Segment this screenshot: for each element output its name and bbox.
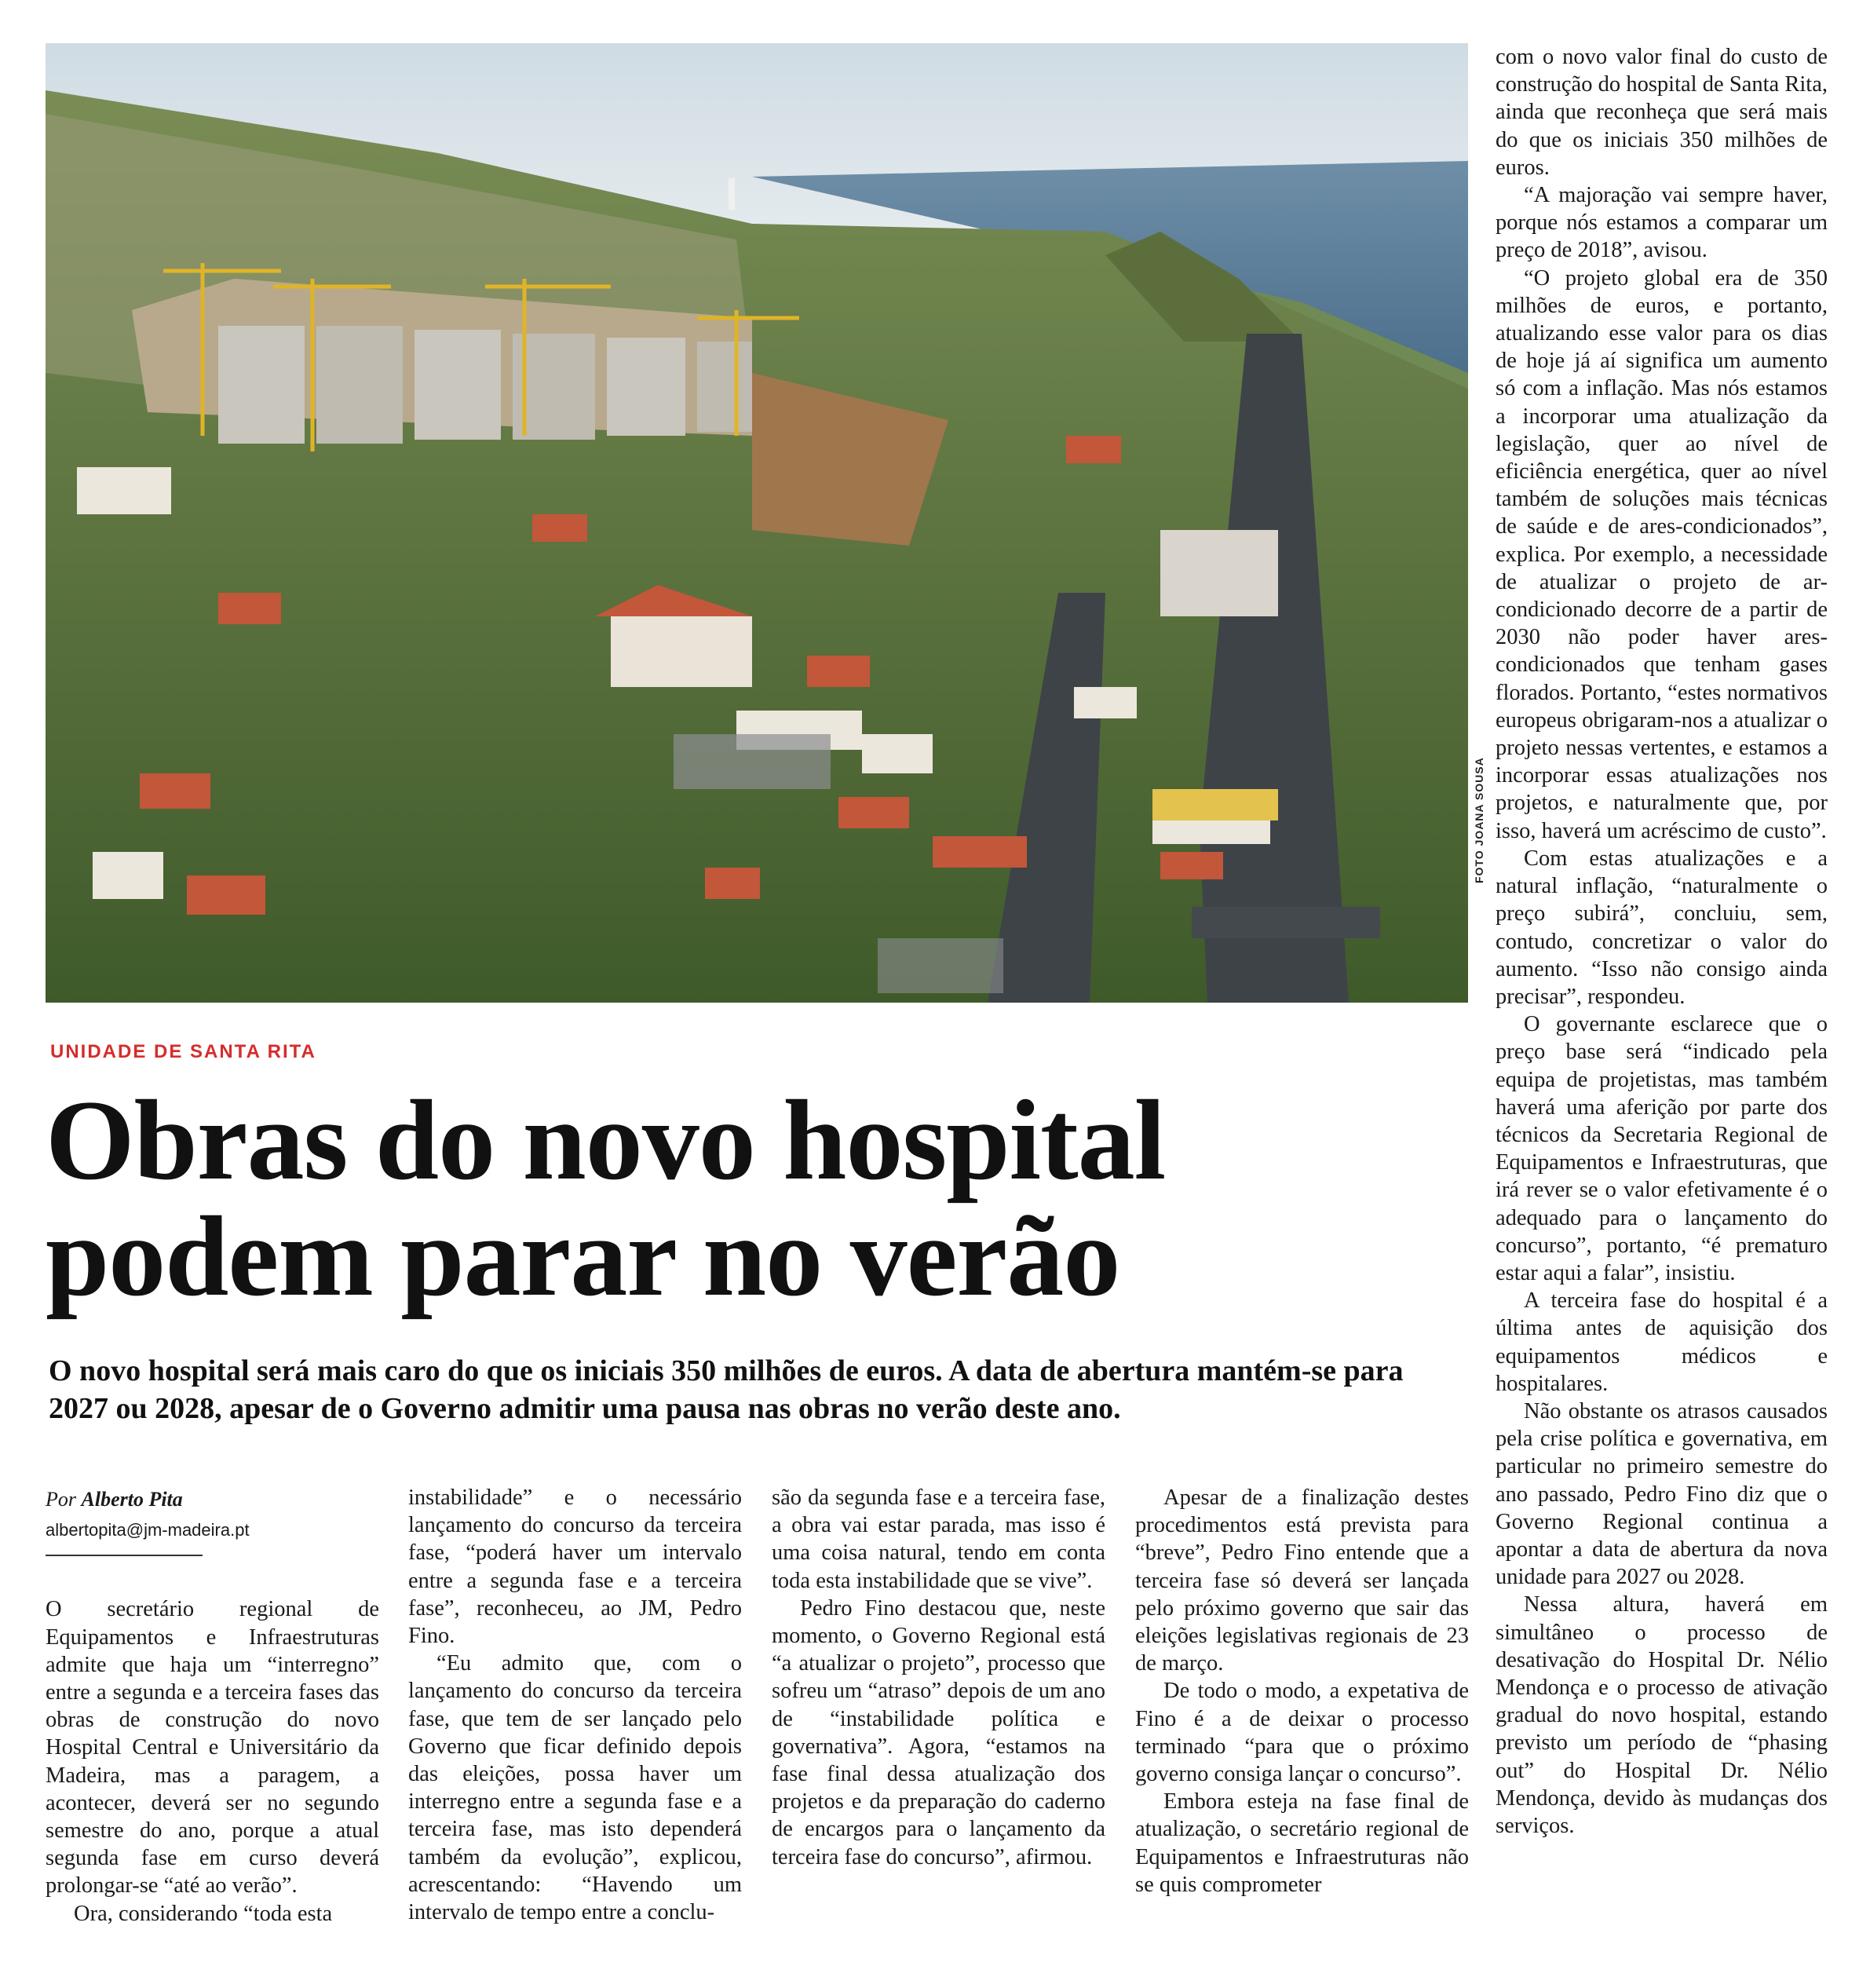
paragraph: Embora esteja na fase final de atualização, o secretário regional de Equipamentos e Infraestruturas não se quis comprometer bbox=[1135, 1789, 1469, 1897]
paragraph: A terceira fase do hospital é a última antes de aquisição dos equipamentos médicos e hospitalares. bbox=[1496, 1288, 1828, 1396]
aerial-photo-illustration bbox=[46, 43, 1468, 1003]
article-column-3 bbox=[772, 1484, 1105, 1871]
section-kicker: UNIDADE DE SANTA RITA bbox=[50, 1041, 316, 1062]
byline-prefix: Por bbox=[46, 1488, 76, 1511]
article-column-4 bbox=[1135, 1484, 1469, 1898]
paragraph: são da segunda fase e a terceira fase, a obra vai estar parada, mas isso é uma coisa natural, tendo em conta toda esta instabilidade que se vive”. bbox=[772, 1486, 1105, 1593]
article-column-1 bbox=[46, 1486, 379, 1928]
paragraph: “O projeto global era de 350 milhões de euros, e portanto, atualizando esse valor para os dias de hoje já aí significa um aumento só com a inflação. Mas nós estamos a incorporar uma atualização da legislação, quer ao nível de eficiência energética, quer ao nível também de soluções mais técnicas de saúde e de ares-condicionados”, explica. Por exemplo, a necessidade de atualizar o projeto de ar-condicionado decorre de a partir de 2030 não poder haver ares-condicionados que tenham gases florados. Portanto, “estes normativos europeus obrigaram-nos a atualizar o projeto nessas vertentes, e estamos a incorporar essas atualizações nos projetos, e naturalmente que, por isso, haverá um acréscimo de custo”. bbox=[1496, 265, 1828, 843]
paragraph: com o novo valor final do custo de construção do hospital de Santa Rita, ainda que reconheça que será mais do que os iniciais 350 milhões de euros. bbox=[1496, 45, 1828, 180]
paragraph: “Eu admito que, com o lançamento do concurso da terceira fase, que tem de ser lançado pelo Governo que ficar definido depois das eleições, possa haver um interregno entre a segunda fase e a terceira fase, mas isto dependerá também da evolução”, explicou, acrescentando: “Havendo um intervalo de tempo entre a conclu- bbox=[408, 1651, 742, 1925]
paragraph: O secretário regional de Equipamentos e Infraestruturas admite que haja um “interregno” entre a segunda e a terceira fases das obras de construção do novo Hospital Central e Universitário da Madeira, mas a paragem, a acontecer, deverá ser no segundo semestre do ano, porque a atual segunda fase em curso deverá prolongar-se “até ao verão”. bbox=[46, 1597, 379, 1898]
paragraph: O governante esclarece que o preço base será “indicado pela equipa de projetistas, mas também haverá uma aferição por parte dos técnicos da Secretaria Regional de Equipamentos e Infraestruturas, que irá rever se o valor efetivamente é o adequado para o lançamento do concurso”, portanto, “é prematuro estar aqui a falar”, insistiu. bbox=[1496, 1012, 1828, 1285]
lead-paragraph: O novo hospital será mais caro do que os iniciais 350 milhões de euros. A data de abertura mantém-se para 2027 ou 2028, apesar de o Governo admitir uma pausa nas obras no verão deste ano. bbox=[49, 1354, 1404, 1425]
article-column-5 bbox=[1496, 43, 1828, 1840]
aerial-photo bbox=[46, 43, 1468, 1003]
byline bbox=[46, 1486, 379, 1513]
paragraph: Nessa altura, haverá em simultâneo o processo de desativação do Hospital Dr. Nélio Mendonça e o processo de ativação gradual do novo hospital, estando previsto um período de “phasing out” do Hospital Dr. Nélio Mendonça, devido às mudanças dos serviços. bbox=[1496, 1592, 1828, 1838]
headline bbox=[46, 1076, 1459, 1320]
paragraph: Com estas atualizações e a natural inflação, “naturalmente o preço subirá”, concluiu, sem, contudo, concretizar o valor do aumento. “Isso não consigo ainda precisar”, respondeu. bbox=[1496, 846, 1828, 1009]
paragraph: “A majoração vai sempre haver, porque nós estamos a comparar um preço de 2018”, avisou. bbox=[1496, 183, 1828, 263]
photo-credit: FOTO JOANA SOUSA bbox=[1473, 757, 1485, 883]
paragraph: Ora, considerando “toda esta bbox=[74, 1901, 333, 1926]
headline-line-2: podem parar no verão bbox=[46, 1193, 1120, 1320]
paragraph: instabilidade” e o necessário lançamento do concurso da terceira fase, “poderá haver um intervalo entre a segunda fase e a terceira fase”, reconheceu, ao JM, Pedro Fino. bbox=[408, 1486, 742, 1649]
byline-divider bbox=[46, 1555, 203, 1556]
author-name: Alberto Pita bbox=[81, 1488, 183, 1511]
article-column-2 bbox=[408, 1484, 742, 1926]
headline-line-1: Obras do novo hospital bbox=[46, 1076, 1166, 1204]
paragraph: Apesar de a finalização destes procedimentos está prevista para “breve”, Pedro Fino entende que a terceira fase só deverá ser lançada pelo próximo governo que sair das eleições legislativas regionais de 23 de março. bbox=[1135, 1486, 1469, 1676]
paragraph: Não obstante os atrasos causados pela crise política e governativa, em particular no primeiro semestre do ano passado, Pedro Fino diz que o Governo Regional continua a apontar a data de abertura da nova unidade para 2027 ou 2028. bbox=[1496, 1398, 1828, 1590]
author-email: albertopita@jm-madeira.pt bbox=[46, 1520, 250, 1540]
paragraph: Pedro Fino destacou que, neste momento, o Governo Regional está “a atualizar o projeto”, processo que sofreu um “atraso” depois de um ano de “instabilidade política e governativa”. Agora, “estamos na fase final dessa atualização dos projetos e da preparação do caderno de encargos para o lançamento da terceira fase do concurso”, afirmou. bbox=[772, 1595, 1105, 1869]
paragraph: De todo o modo, a expetativa de Fino é a de deixar o processo terminado “para que o próximo governo consiga lançar o concurso”. bbox=[1135, 1679, 1469, 1787]
